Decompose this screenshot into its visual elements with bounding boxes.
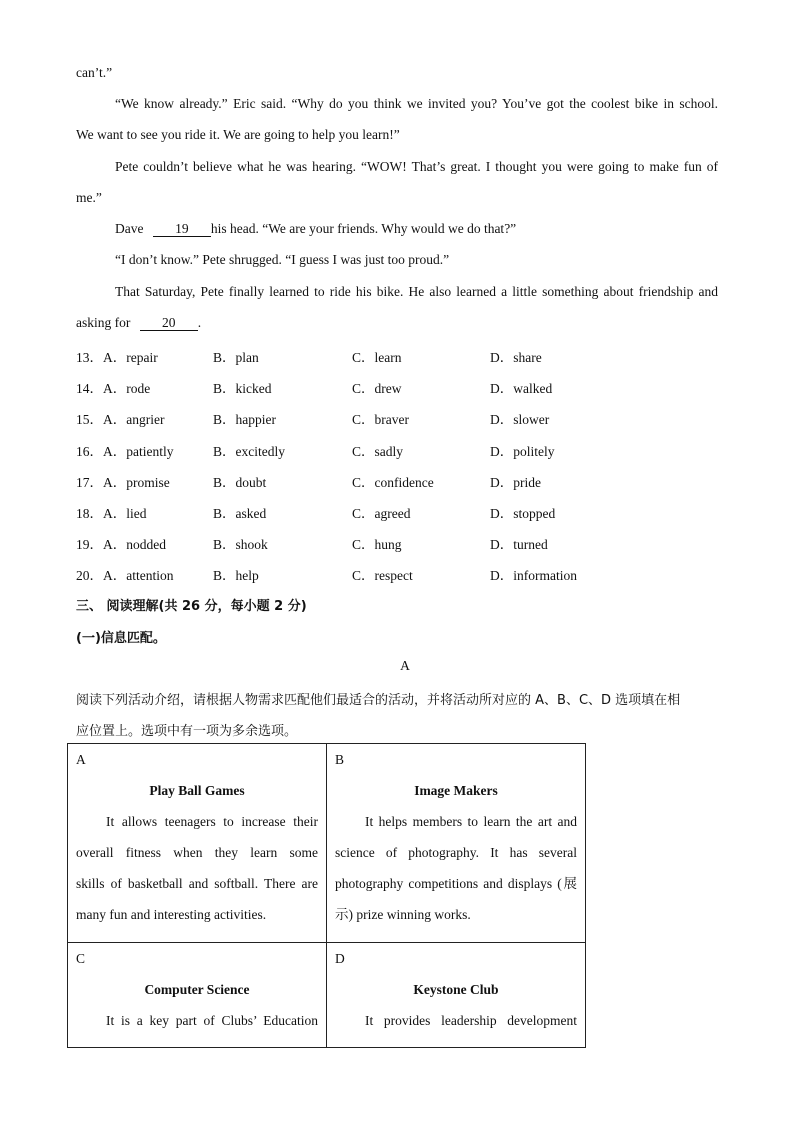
option-c[interactable]: C．drew: [352, 381, 402, 396]
option-c[interactable]: C．agreed: [352, 506, 411, 521]
activity-letter: B: [335, 752, 345, 767]
option-c[interactable]: C．confidence: [352, 475, 434, 490]
passage-line: Pete couldn’t believe what he was hearing. “WOW! That’s great. I thought you were going to make fun of: [115, 159, 718, 174]
option-b[interactable]: B．shook: [213, 537, 268, 552]
question-number: 19．: [76, 537, 103, 552]
activity-title: Keystone Club: [413, 982, 499, 997]
option-c[interactable]: C．hung: [352, 537, 402, 552]
question-number: 20．: [76, 568, 103, 583]
option-c[interactable]: C．learn: [352, 350, 402, 365]
question-17: [76, 471, 676, 491]
activity-text: science of photography. It has several: [335, 845, 577, 860]
question-number: 15．: [76, 412, 103, 427]
activity-text: overall fitness when they learn some: [76, 845, 318, 860]
instruction-line: 阅读下列活动介绍，请根据人物需求匹配他们最适合的活动，并将活动所对应的 A、B、C、D 选项填在相: [76, 693, 681, 708]
passage-line: That Saturday, Pete finally learned to ride his bike. He also learned a little something about friendship and: [115, 284, 718, 299]
option-a[interactable]: A．angrier: [103, 412, 165, 427]
passage-line: We want to see you ride it. We are going to help you learn!”: [76, 127, 400, 142]
question-number: 16．: [76, 444, 103, 459]
option-b[interactable]: B．plan: [213, 350, 259, 365]
passage-line-blank-19: [115, 221, 718, 237]
question-16: [76, 440, 676, 460]
activity-text: photography competitions and displays (展: [335, 876, 577, 891]
passage-line: me.”: [76, 190, 102, 205]
activity-letter: A: [76, 752, 86, 767]
passage-text: his head. “We are your friends. Why would we do that?”: [210, 221, 517, 236]
activity-letter: C: [76, 951, 86, 966]
activity-text: It provides leadership development: [365, 1013, 577, 1028]
option-b[interactable]: B．doubt: [213, 475, 267, 490]
option-a[interactable]: A．attention: [103, 568, 174, 583]
option-c[interactable]: C．braver: [352, 412, 409, 427]
passage-text: .: [197, 315, 202, 330]
option-c[interactable]: C．respect: [352, 568, 413, 583]
option-b[interactable]: B．kicked: [213, 381, 272, 396]
activity-card-b: [327, 744, 586, 943]
activity-text: It is a key part of Clubs’ Education: [106, 1013, 318, 1028]
passage-line: “We know already.” Eric said. “Why do you think we invited you? You’ve got the coolest bike in school.: [115, 96, 718, 111]
option-d[interactable]: D．slower: [490, 412, 550, 427]
activity-card-d: [327, 943, 586, 1048]
passage-line: “I don’t know.” Pete shrugged. “I guess I was just too proud.”: [115, 252, 450, 267]
passage-letter: A: [400, 658, 410, 673]
section-subheading: (一)信息匹配。: [76, 631, 166, 646]
passage-text: asking for: [76, 315, 131, 330]
option-a[interactable]: A．nodded: [103, 537, 166, 552]
activity-text: It helps members to learn the art and: [365, 814, 577, 829]
passage-line: can’t.”: [76, 65, 113, 80]
question-19: [76, 533, 676, 553]
option-d[interactable]: D．turned: [490, 537, 548, 552]
activity-card-c: [68, 943, 327, 1048]
passage-line-blank-20: [76, 315, 718, 331]
activity-letter: D: [335, 951, 345, 966]
option-a[interactable]: A．patiently: [103, 444, 174, 459]
question-number: 13．: [76, 350, 103, 365]
option-b[interactable]: B．excitedly: [213, 444, 285, 459]
question-number: 17．: [76, 475, 103, 490]
instruction-line: 应位置上。选项中有一项为多余选项。: [76, 724, 298, 739]
blank-20[interactable]: 20: [140, 316, 198, 331]
activities-table: [67, 743, 586, 1048]
option-d[interactable]: D．share: [490, 350, 542, 365]
question-20: [76, 564, 676, 584]
option-d[interactable]: D．walked: [490, 381, 553, 396]
question-13: [76, 346, 676, 366]
passage-text: Dave: [115, 221, 144, 236]
activity-text: 示) prize winning works.: [335, 907, 471, 922]
activity-title: Image Makers: [414, 783, 498, 798]
option-a[interactable]: A．promise: [103, 475, 170, 490]
option-b[interactable]: B．help: [213, 568, 259, 583]
activity-text: skills of basketball and softball. There are: [76, 876, 318, 891]
option-c[interactable]: C．sadly: [352, 444, 404, 459]
option-d[interactable]: D．stopped: [490, 506, 556, 521]
option-d[interactable]: D．politely: [490, 444, 555, 459]
section-heading: 三、 阅读理解(共 26 分，每小题 2 分): [76, 599, 307, 614]
option-a[interactable]: A．repair: [103, 350, 158, 365]
blank-19[interactable]: 19: [153, 222, 211, 237]
question-14: [76, 377, 676, 397]
option-d[interactable]: D．information: [490, 568, 577, 583]
option-b[interactable]: B．happier: [213, 412, 276, 427]
option-a[interactable]: A．lied: [103, 506, 147, 521]
question-18: [76, 502, 676, 522]
option-a[interactable]: A．rode: [103, 381, 151, 396]
option-b[interactable]: B．asked: [213, 506, 267, 521]
activity-text: It allows teenagers to increase their: [106, 814, 318, 829]
activity-title: Computer Science: [144, 982, 250, 997]
activity-text: many fun and interesting activities.: [76, 907, 267, 922]
activity-title: Play Ball Games: [149, 783, 245, 798]
activity-card-a: [68, 744, 327, 943]
question-number: 14．: [76, 381, 103, 396]
question-15: [76, 408, 676, 428]
question-number: 18．: [76, 506, 103, 521]
option-d[interactable]: D．pride: [490, 475, 541, 490]
